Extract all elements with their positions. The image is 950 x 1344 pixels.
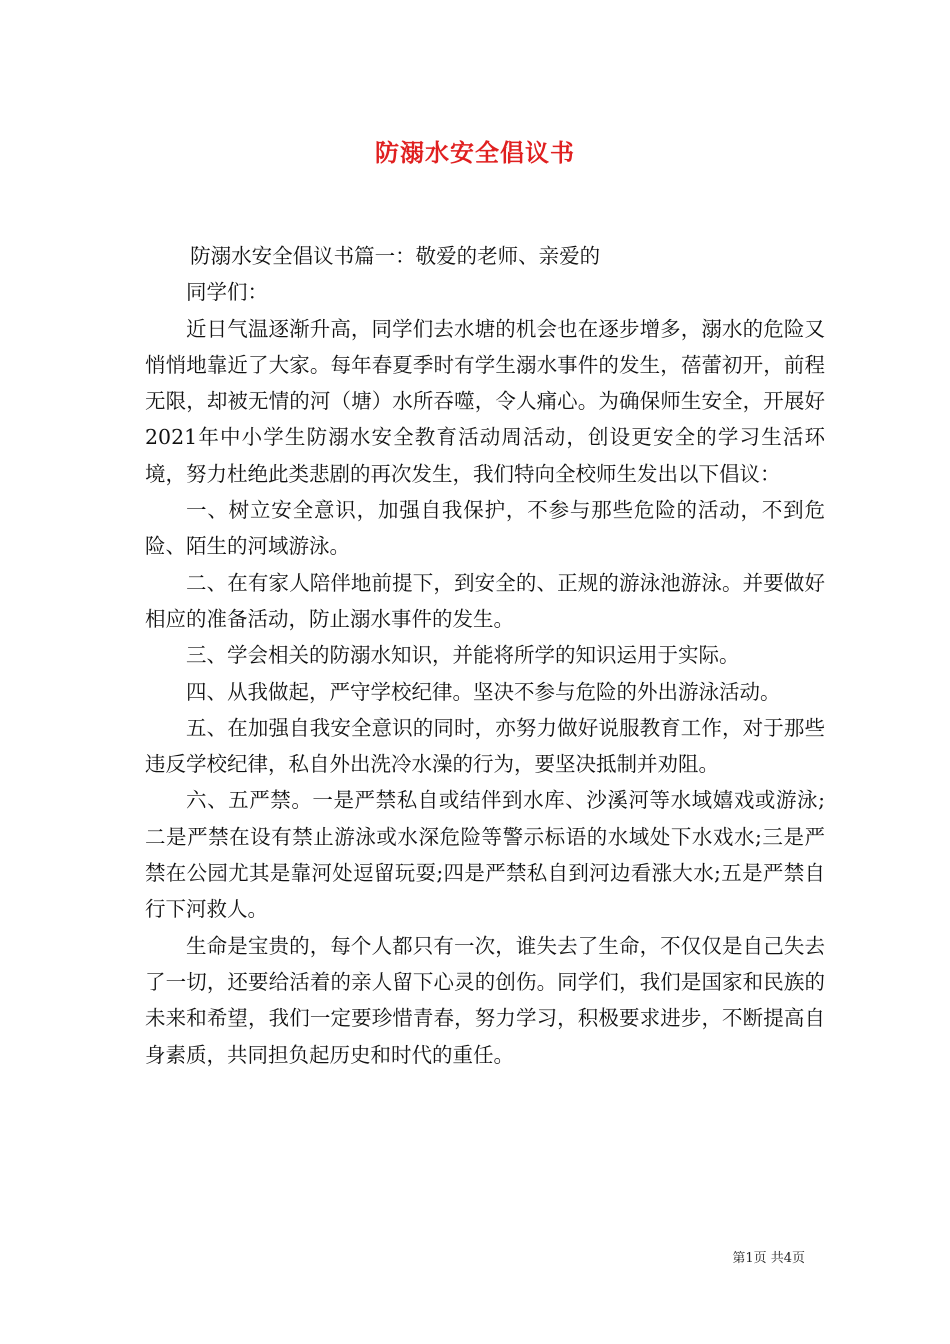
paragraph-intro: 近日气温逐渐升高，同学们去水塘的机会也在逐步增多，溺水的危险又悄悄地靠近了大家。每年春夏季时有学生溺水事件的发生，蓓蕾初开，前程无限，却被无情的河（塘）水所吞噬，令人痛心。为确保师生安全，开展好2021年中小学生防溺水安全教育活动周活动，创设更安全的学习生活环境，努力杜绝此类悲剧的再次发生，我们特向全校师生发出以下倡议： [145,316,825,486]
paragraph-item-2: 二、在有家人陪伴地前提下，到安全的、正规的游泳池游泳。并要做好相应的准备活动，防止溺水事件的发生。 [145,570,825,631]
paragraph-salutation: 同学们： [186,280,268,305]
page-number: 第1页 共4页 [732,1251,805,1266]
paragraph-heading: 防溺水安全倡议书篇一：敬爱的老师、亲爱的 [190,244,601,268]
document-title: 防溺水安全倡议书 [375,138,575,167]
document-body [145,238,825,1073]
paragraph-item-3: 三、学会相关的防溺水知识，并能将所学的知识运用于实际。 [186,643,740,668]
paragraph-item-6: 六、五严禁。一是严禁私自或结伴到水库、沙溪河等水域嬉戏或游泳;二是严禁在设有禁止游泳或水深危险等警示标语的水域处下水戏水;三是严禁在公园尤其是靠河处逗留玩耍;四是严禁私自到河边看涨大水;五是严禁自行下河救人。 [145,788,825,922]
paragraph-conclusion: 生命是宝贵的，每个人都只有一次，谁失去了生命，不仅仅是自己失去了一切，还要给活着的亲人留下心灵的创伤。同学们，我们是国家和民族的未来和希望，我们一定要珍惜青春，努力学习，积极要求进步，不断提高自身素质，共同担负起历史和时代的重任。 [145,933,825,1067]
paragraph-item-4: 四、从我做起，严守学校纪律。坚决不参与危险的外出游泳活动。 [186,679,781,704]
paragraph-item-5: 五、在加强自我安全意识的同时，亦努力做好说服教育工作，对于那些违反学校纪律，私自外出洗冷水澡的行为，要坚决抵制并劝阻。 [145,715,825,777]
paragraph-item-1: 一、树立安全意识，加强自我保护，不参与那些危险的活动，不到危险、陌生的河域游泳。 [145,498,825,559]
